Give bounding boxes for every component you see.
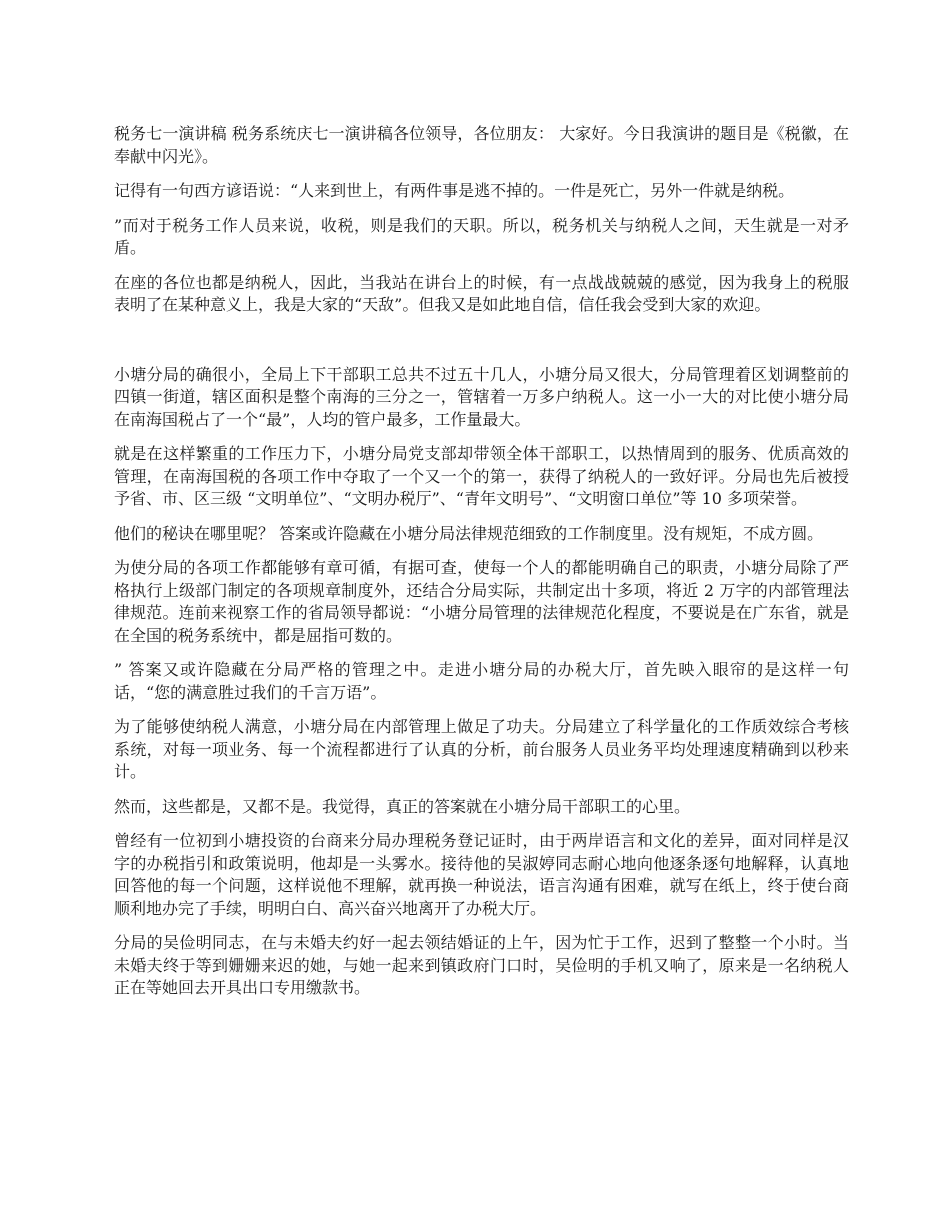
paragraph: 记得有一句西方谚语说：“人来到世上，有两件事是逃不掉的。一件是死亡，另外一件就是纳税。 [114,181,795,200]
paragraph: 曾经有一位初到小塘投资的台商来分局办理税务登记证时，由于两岸语言和文化的差异，面对同样是汉字的办税指引和政策说明，他却是一头雾水。接待他的吴淑婷同志耐心地向他逐条逐句地解释，认真地回答他的每一个问题，这样说他不理解，就再换一种说法，语言沟通有困难，就写在纸上，终于使台商顺利地办完了手续，明明白白、高兴奋兴地离开了办税大厅。 [114,831,849,918]
paragraph: ”而对于税务工作人员来说，收税，则是我们的天职。所以，税务机关与纳税人之间，天生就是一对矛盾。 [114,215,849,257]
paragraph: 小塘分局的确很小，全局上下干部职工总共不过五十几人，小塘分局又很大，分局管理着区划调整前的四镇一街道，辖区面积是整个南海的三分之一，管辖着一万多户纳税人。这一小一大的对比使小塘分局在南海国税占了一个“最”，人均的管户最多，工作量最大。 [114,364,849,429]
paragraph: 在座的各位也都是纳税人，因此，当我站在讲台上的时候，有一点战战兢兢的感觉，因为我身上的税服表明了在某种意义上，我是大家的“天敌”。但我又是如此地自信，信任我会受到大家的欢迎。 [114,272,849,314]
paragraph: 为了能够使纳税人满意，小塘分局在内部管理上做足了功夫。分局建立了科学量化的工作质效综合考核系统，对每一项业务、每一个流程都进行了认真的分析，前台服务人员业务平均处理速度精确到以秒来计。 [114,717,849,781]
document-page [114,123,849,1012]
paragraph: 然而，这些都是，又都不是。我觉得，真正的答案就在小塘分局干部职工的心里。 [114,796,691,816]
section-gap [114,329,849,364]
paragraph: 为使分局的各项工作都能够有章可循，有据可查，使每一个人的都能明确自己的职责，小塘分局除了严格执行上级部门制定的各项规章制度外，还结合分局实际，共制定出十多项，将近 2 万字的内部管理法律规范。连前来视察工作的省局领导都说：“小塘分局管理的法律规范化程度，不要说是在广东省，就是在全国的税务系统中，都是屈指可数的。 [114,558,849,645]
paragraph: ” 答案又或许隐藏在分局严格的管理之中。走进小塘分局的办税大厅，首先映入眼帘的是这样一句话，“您的满意胜过我们的千言万语”。 [114,660,849,702]
paragraph: 他们的秘诀在哪里呢？ 答案或许隐藏在小塘分局法律规范细致的工作制度里。没有规矩，不成方圆。 [114,523,824,543]
paragraph: 就是在这样繁重的工作压力下，小塘分局党支部却带领全体干部职工，以热情周到的服务、优质高效的管理，在南海国税的各项工作中夺取了一个又一个的第一，获得了纳税人的一致好评。分局也先后被授予省、市、区三级 “文明单位”、“文明办税厅”、“青年文明号”、“文明窗口单位”等 10 多项荣誉。 [114,444,849,508]
paragraph: 分局的吴俭明同志，在与未婚夫约好一起去领结婚证的上午，因为忙于工作，迟到了整整一个小时。当未婚夫终于等到姗姗来迟的她，与她一起来到镇政府门口时，吴俭明的手机又响了，原来是一名纳税人正在等她回去开具出口专用缴款书。 [114,933,849,997]
paragraph: 税务七一演讲稿 税务系统庆七一演讲稿各位领导，各位朋友： 大家好。今日我演讲的题目是《税徽，在奉献中闪光》。 [114,124,849,166]
